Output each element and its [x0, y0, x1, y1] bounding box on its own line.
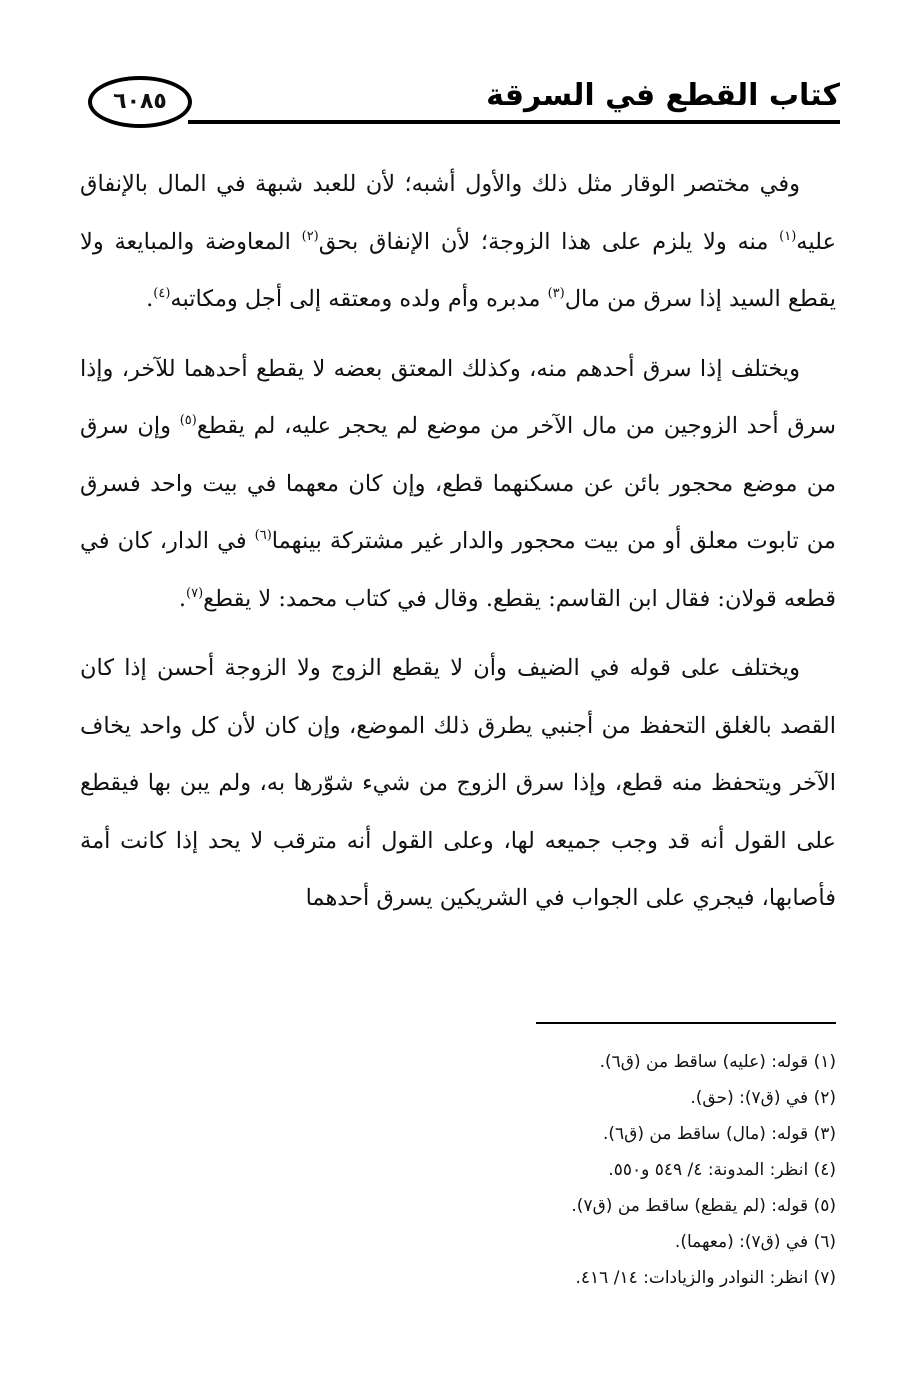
header-rule: [188, 120, 840, 124]
footnote-ref: (٥): [179, 413, 197, 428]
footnote-ref: (٣): [547, 286, 565, 301]
footnote-item: (٦) في (ق٧): (معهما).: [674, 1232, 836, 1252]
page-number-badge: [88, 76, 192, 128]
main-text: [80, 156, 836, 940]
text-run: ويختلف إذا سرق أحدهم منه، وكذلك المعتق بعضه لا يقطع أحدهما للآخر، وإذا سرق أحد الزوجين من مال الآخر من موضع لم يحجر عليه، لم يقطع: [80, 355, 836, 439]
footnotes-list: [80, 1044, 836, 1296]
footnote-item: (٧) انظر: النوادر والزيادات: ١٤/ ٤١٦.: [575, 1268, 836, 1288]
text-run: في الدار، كان في قطعه قولان: فقال ابن القاسم: يقطع. وقال في كتاب محمد: لا يقطع: [80, 528, 836, 612]
text-run: مدبره وأم ولده ومعتقه إلى أجل ومكاتبه: [170, 286, 548, 312]
text-run: منه ولا يلزم على هذا الزوجة؛ لأن الإنفاق بحق: [318, 228, 780, 255]
footnote-item: (٤) انظر: المدونة: ٤/ ٥٤٩ و٥٥٠.: [608, 1160, 836, 1180]
footnote-item: (٥) قوله: (لم يقطع) ساقط من (ق٧).: [571, 1196, 836, 1216]
footnote-ref: (٢): [301, 228, 319, 244]
paragraph: [80, 341, 836, 629]
footnote-item: (٢) في (ق٧): (حق).: [690, 1088, 836, 1108]
text-run: وإن سرق من موضع محجور بائن عن مسكنهما قطع، وإن كان معهما في بيت واحد فسرق من تابوت معلق أو من بيت محجور والدار غير مشتركة بينهما: [80, 413, 836, 554]
text-run: .: [178, 585, 187, 612]
page-number: ٦٠٨٥: [113, 89, 167, 114]
text-run: المعاوضة والمبايعة ولا يقطع السيد إذا سرق من مال: [80, 228, 836, 312]
text-run: وفي مختصر الوقار مثل ذلك والأول أشبه؛ لأن للعبد شبهة في المال بالإنفاق عليه: [80, 171, 836, 255]
running-header: [88, 62, 840, 132]
footnote-separator: [536, 1022, 836, 1024]
footnote-ref: (٦): [254, 528, 272, 543]
paragraph: [80, 156, 836, 329]
footnote-ref: (٧): [186, 585, 204, 601]
chapter-title: كتاب القطع في السرقة: [486, 78, 840, 113]
footnote-ref: (٤): [153, 286, 171, 301]
footnote-item: (٣) قوله: (مال) ساقط من (ق٦).: [602, 1124, 836, 1144]
footnote-item: (١) قوله: (عليه) ساقط من (ق٦).: [599, 1052, 836, 1072]
paragraph: [80, 640, 836, 928]
footnote-ref: (١): [779, 228, 797, 244]
text-run: ويختلف على قوله في الضيف وأن لا يقطع الزوج ولا الزوجة أحسن إذا كان القصد بالغلق التحفظ من أجنبي يطرق ذلك الموضع، وإن كان لأن كل واحد يخاف الآخر ويتحفظ منه قطع، وإذا سرق الزوج من شيء شوّرها به، ولم يبن بها فيقطع على القول أنه قد وجب جميعه لها، وعلى القول أنه مترقب لا يحد إذا كانت أمة فأصابها، فيجري على الجواب في الشريكين يسرق أحدهما: [80, 655, 836, 911]
text-run: .: [146, 286, 154, 312]
